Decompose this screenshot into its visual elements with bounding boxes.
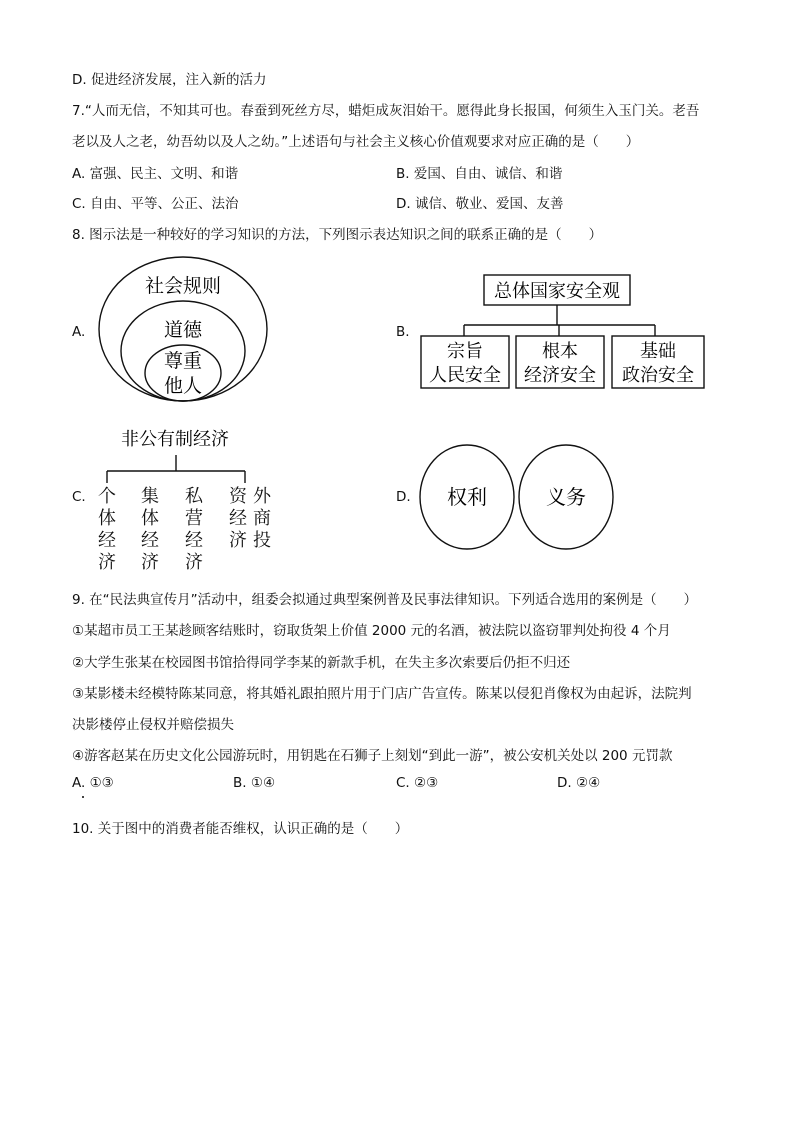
q9-option-c: C. ②③: [396, 775, 439, 791]
q8-option-a-label: A.: [72, 324, 86, 340]
q8-option-b-diagram: [418, 272, 710, 394]
box-1-line1: 宗旨: [447, 341, 483, 362]
q9-item-2: ②大学生张某在校园图书馆拾得同学李某的新款手机，在失主多次索要后仍拒不归还: [72, 655, 571, 671]
inner-label-line1: 尊重: [163, 350, 203, 372]
q10-stem: 10. 关于图中的消费者能否维权，认识正确的是（ ）: [72, 821, 409, 837]
inner-label-line2: 他人: [163, 375, 203, 397]
top-box-label: 总体国家安全观: [494, 281, 620, 302]
q7-option-a: A. 富强、民主、文明、和谐: [72, 166, 239, 182]
q8-option-b-label: B.: [396, 324, 410, 340]
q9-item-4: ④游客赵某在历史文化公园游玩时，用钥匙在石狮子上刻划“到此一游”，被公安机关处以 200 元罚款: [72, 748, 673, 764]
right-circle-label: 义务: [546, 485, 586, 509]
box-1-line2: 人民安全: [429, 365, 501, 386]
q9-item-3-line2: 决影楼停止侵权并赔偿损失: [72, 717, 234, 733]
box-2-line1: 根本: [542, 341, 578, 362]
q9-option-a: A. ①③: [72, 775, 114, 791]
q8-option-d-label: D.: [396, 489, 411, 505]
q7-stem-line2: 老以及人之老，幼吾幼以及人之幼。”上述语句与社会主义核心价值观要求对应正确的是（ ）: [72, 134, 640, 150]
q9-stem: 9. 在“民法典宣传月”活动中，组委会拟通过典型案例普及民事法律知识。下列适合选用的案例是（ ）: [72, 592, 698, 608]
q7-option-c: C. 自由、平等、公正、法治: [72, 196, 239, 212]
q6-option-d: D. 促进经济发展，注入新的活力: [72, 72, 267, 88]
q9-option-d: D. ②④: [557, 775, 601, 791]
c-col-3: 私营经济: [185, 486, 203, 573]
q9-item-3-line1: ③某影楼未经模特陈某同意，将其婚礼跟拍照片用于门店广告宣传。陈某以侵犯肖像权为由起诉，法院判: [72, 686, 692, 702]
box-3-line2: 政治安全: [622, 365, 694, 386]
box-3-line1: 基础: [640, 341, 676, 362]
left-circle-label: 权利: [447, 485, 487, 509]
middle-label: 道德: [163, 319, 203, 341]
q9-item-1: ①某超市员工王某趁顾客结账时，窃取货架上价值 2000 元的名酒，被法院以盗窃罪判处拘役 4 个月: [72, 623, 671, 639]
c-col-4: 资经济: [229, 486, 247, 551]
q8-option-d-diagram: [416, 442, 616, 554]
c-col-5: 外商投: [253, 486, 271, 551]
outer-label: 社会规则: [144, 275, 222, 297]
q8-option-a-diagram: [95, 254, 275, 404]
box-2-line2: 经济安全: [524, 365, 596, 386]
c-col-2: 集体经济: [141, 486, 159, 573]
q8-stem: 8. 图示法是一种较好的学习知识的方法，下列图示表达知识之间的联系正确的是（ ）: [72, 227, 603, 243]
q8-option-c-diagram: [95, 425, 285, 495]
q9-option-b: B. ①④: [233, 775, 276, 791]
q7-stem-line1: 7.“人而无信，不知其可也。春蚕到死丝方尽，蜡炬成灰泪始干。愿得此身长报国，何须生入玉门关。老吾: [72, 103, 700, 119]
c-col-1: 个体经济: [98, 486, 116, 573]
q7-option-b: B. 爱国、自由、诚信、和谐: [396, 166, 563, 182]
c-top-label: 非公有制经济: [121, 429, 229, 450]
stray-dot: [82, 796, 84, 798]
q8-option-c-label: C.: [72, 489, 86, 505]
q7-option-d: D. 诚信、敬业、爱国、友善: [396, 196, 564, 212]
